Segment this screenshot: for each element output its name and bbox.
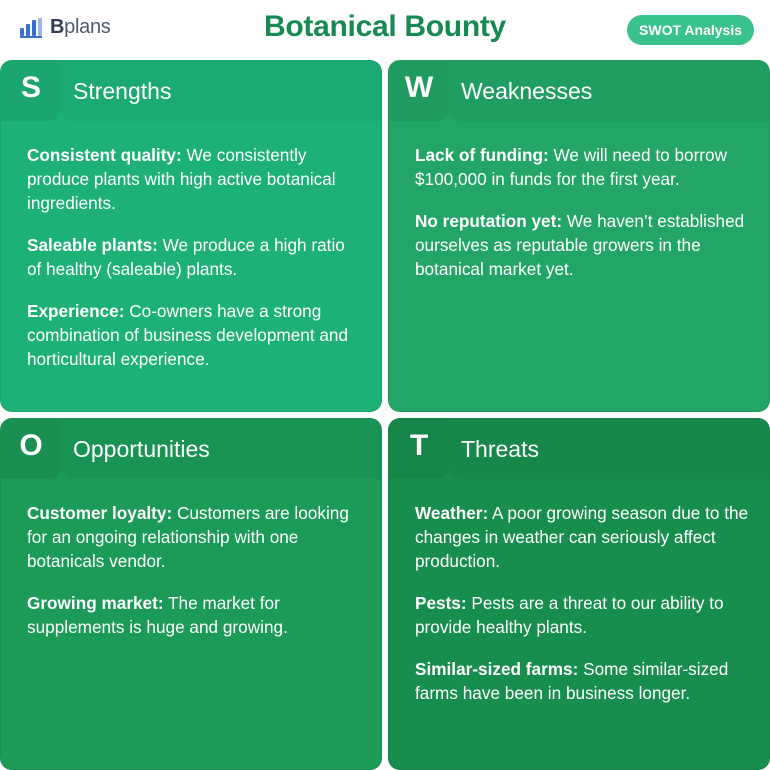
list-item: No reputation yet: We haven’t established ourselves as reputable growers in the botanical market yet. [415, 211, 745, 279]
quadrant-letter: T [389, 419, 449, 479]
threats-quadrant [388, 418, 770, 770]
list-item: Weather: A poor growing season due to the changes in weather can seriously affect production. [415, 503, 749, 571]
page-title: Botanical Bounty [264, 10, 506, 43]
strengths-quadrant [0, 60, 382, 412]
list-item: Customer loyalty: Customers are looking for an ongoing relationship with one botanicals vendor. [27, 503, 349, 571]
quadrant-letter: W [389, 61, 449, 121]
quadrant-letter: O [1, 419, 61, 479]
quadrant-title: Weaknesses [461, 78, 593, 104]
list-item: Lack of funding: We will need to borrow $100,000 in funds for the first year. [415, 145, 727, 189]
list-item: Saleable plants: We produce a high ratio of healthy (saleable) plants. [27, 235, 345, 279]
quadrant-title: Opportunities [73, 436, 210, 462]
list-item: Growing market: The market for supplements is huge and growing. [27, 593, 288, 637]
list-item: Consistent quality: We consistently produce plants with high active botanical ingredients. [27, 145, 336, 213]
quadrant-body [27, 143, 363, 389]
weaknesses-quadrant [388, 60, 770, 412]
opportunities-quadrant [0, 418, 382, 770]
list-item: Pests: Pests are a threat to our ability to provide healthy plants. [415, 593, 724, 637]
list-item: Similar-sized farms: Some similar-sized farms have been in business longer. [415, 659, 729, 703]
list-item: Experience: Co-owners have a strong combination of business development and horticultural experience. [27, 301, 349, 369]
quadrant-body [27, 501, 363, 657]
quadrant-body [415, 501, 751, 723]
header [0, 0, 770, 60]
quadrant-title: Strengths [73, 78, 172, 104]
logo-text: Bplans [50, 16, 111, 38]
quadrant-body [415, 143, 751, 299]
quadrant-letter: S [1, 61, 61, 121]
quadrant-title: Threats [461, 436, 539, 462]
swot-badge: SWOT Analysis [627, 15, 754, 45]
